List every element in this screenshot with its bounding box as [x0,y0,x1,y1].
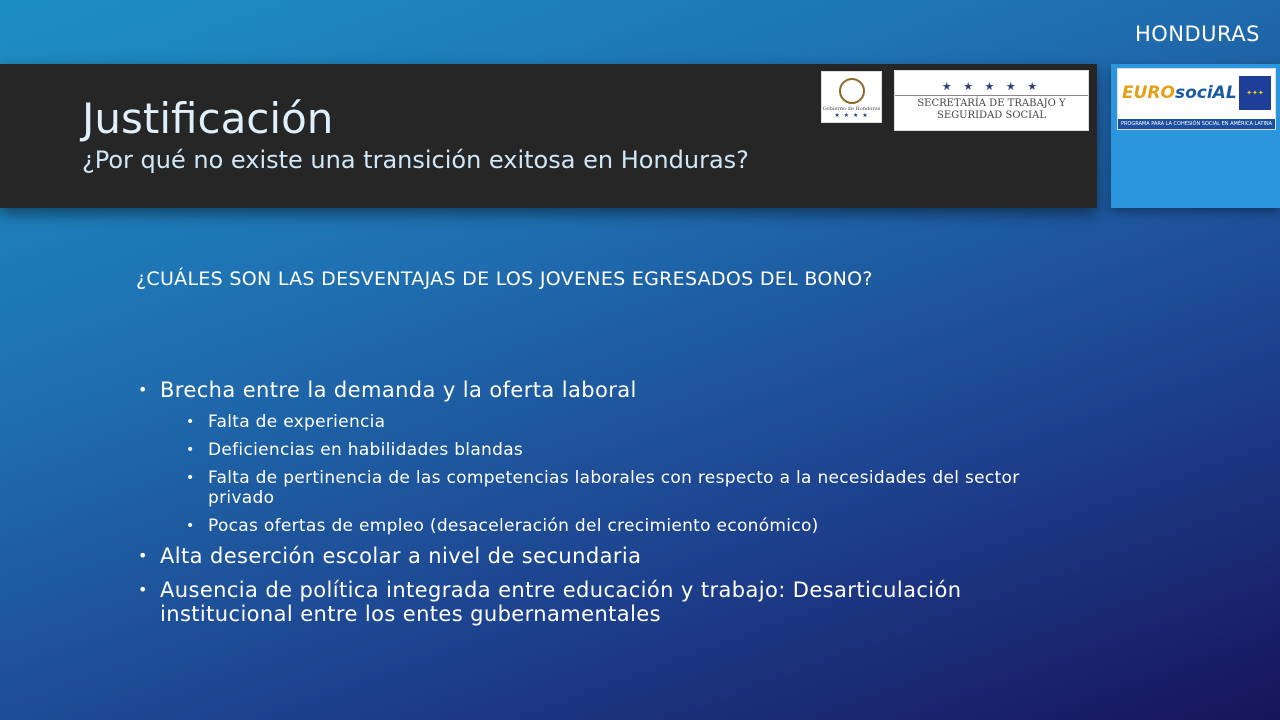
gov-stars: ★ ★ ★ ★ [834,111,869,119]
bullet-item: • Brecha entre la demanda y la oferta laboral [138,378,1038,402]
sub-bullet-item: • Pocas ofertas de empleo (desaceleración del crecimiento económico) [138,516,1038,536]
stss-logo-text: SECRETARÍA DE TRABAJO Y SEGURIDAD SOCIAL [895,95,1088,122]
country-label: HONDURAS [1134,22,1260,46]
bullet-list [138,378,1038,636]
bullet-item: • Ausencia de política integrada entre educación y trabajo: Desarticulación institucional entre los entes gubernamentales [138,578,1038,626]
stss-stars: ★ ★ ★ ★ ★ [941,79,1042,93]
bullet-item: • Alta deserción escolar a nivel de secundaria [138,544,1038,568]
eurosocial-tagline: PROGRAMA PARA LA COHESIÓN SOCIAL EN AMÉRICA LATINA [1118,119,1275,129]
section-heading: ¿CUÁLES SON LAS DESVENTAJAS DE LOS JOVENES EGRESADOS DEL BONO? [136,268,873,290]
slide-title: Justificación [82,94,334,143]
stss-logo [894,70,1089,131]
sub-bullet-item: • Falta de pertinencia de las competencias laborales con respecto a la necesidades del sector privado [138,468,1038,508]
gobierno-honduras-logo [821,71,882,123]
gov-logo-text: Gobierno de Honduras [822,105,881,112]
slide-subtitle: ¿Por qué no existe una transición exitosa en Honduras? [82,146,749,174]
sub-bullet-item: • Deficiencias en habilidades blandas [138,440,1038,460]
coat-of-arms-icon [839,78,865,104]
eurosocial-logo [1117,68,1276,130]
eu-flag-icon: ✦✦✦ [1239,76,1271,110]
eurosocial-wordmark: EUROsociAL [1122,83,1237,103]
sub-bullet-item: • Falta de experiencia [138,412,1038,432]
